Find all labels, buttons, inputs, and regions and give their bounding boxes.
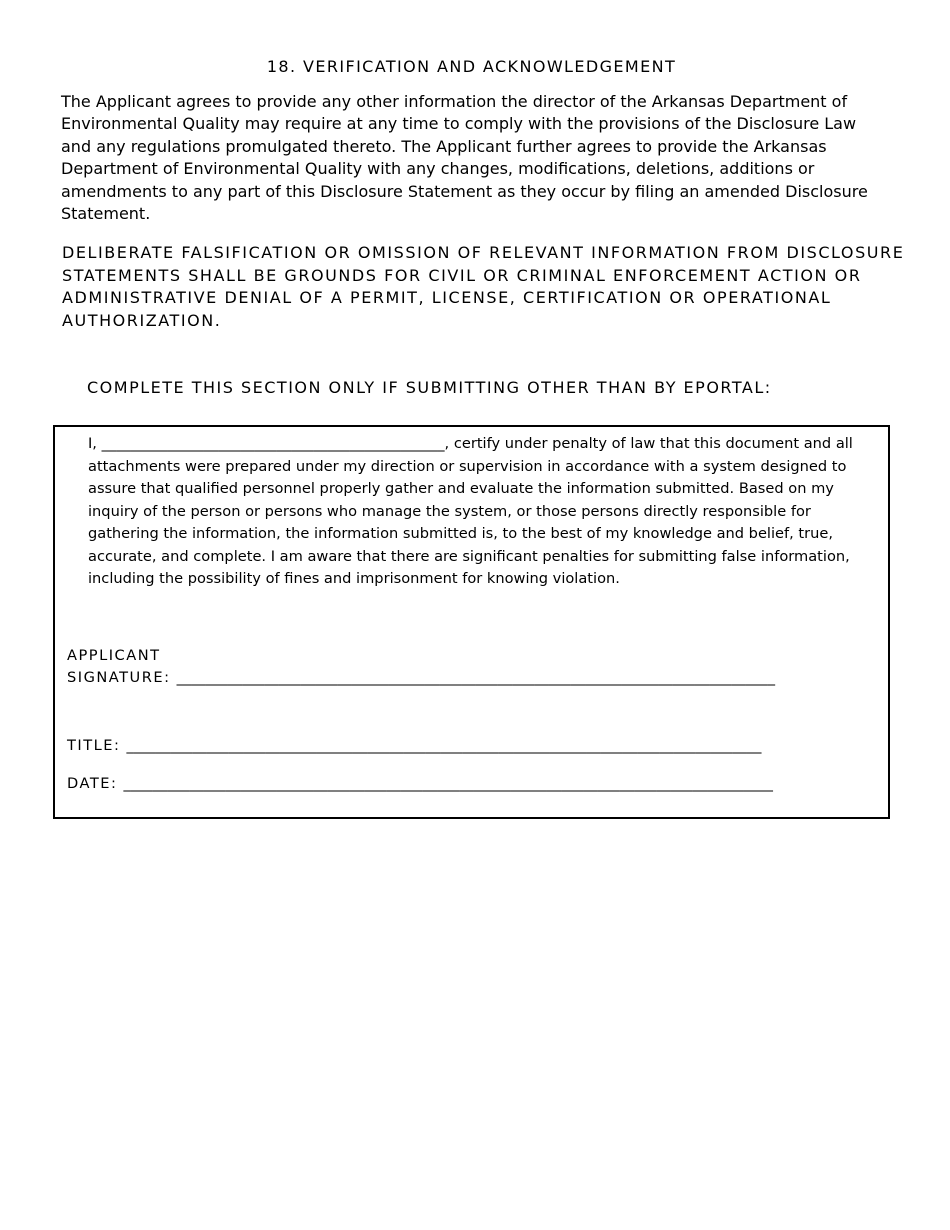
certification-box [53, 425, 890, 819]
date-label: DATE: [67, 775, 124, 792]
intro-paragraph: The Applicant agrees to provide any other information the director of the Arkansas Department of Environmental Quality may require at any time to comply with the provisions of the Disclosure Law and any regulations promulgated thereto. The Applicant further agrees to provide the Arkansas Department of Environmental Quality with any changes, modifications, deletions, additions or amendments to any part of this Disclosure Statement as they occur by filing an amended Disclosure Statement. [61, 92, 868, 224]
section-title: 18. VERIFICATION AND ACKNOWLEDGEMENT [266, 57, 677, 76]
certification-prefix: I, [88, 435, 102, 452]
date-field[interactable]: _________________________________________________________________________________________ [123, 775, 773, 792]
title-field[interactable]: _______________________________________________________________________________________ [126, 737, 762, 754]
certification-body: , certify under penalty of law that this document and all attachments were prepared under my direction or supervision in accordance with a system designed to assure that qualified personnel properly gather and evaluate the information submitted. Based on my inquiry of the person or persons who manage the system, or those persons directly responsible for gathering the information, the information submitted is, to the best of my knowledge and belief, true, accurate, and complete. I am aware that there are significant penalties for submitting false information, including the possibility of fines and imprisonment for knowing violation. [88, 435, 853, 587]
falsification-warning: DELIBERATE FALSIFICATION OR OMISSION OF RELEVANT INFORMATION FROM DISCLOSURE STATEMENTS SHALL BE GROUNDS FOR CIVIL OR CRIMINAL ENFORCEMENT ACTION OR ADMINISTRATIVE DENIAL OF A PERMIT, LICENSE, CERTIFICATION OR OPERATIONAL AUTHORIZATION. [62, 243, 905, 330]
certification-statement [88, 433, 878, 591]
eportal-instruction: COMPLETE THIS SECTION ONLY IF SUBMITTING OTHER THAN BY EPORTAL: [87, 378, 772, 397]
signature-label-line2: SIGNATURE: [67, 669, 177, 686]
date-row [67, 773, 773, 796]
title-row [67, 735, 761, 758]
title-label: TITLE: [67, 737, 127, 754]
certifier-name-field[interactable]: _______________________________________________ [101, 435, 445, 452]
signature-field[interactable]: __________________________________________________________________________________ [176, 669, 775, 686]
signature-row [67, 667, 775, 690]
signature-label-line1: APPLICANT [67, 647, 161, 664]
